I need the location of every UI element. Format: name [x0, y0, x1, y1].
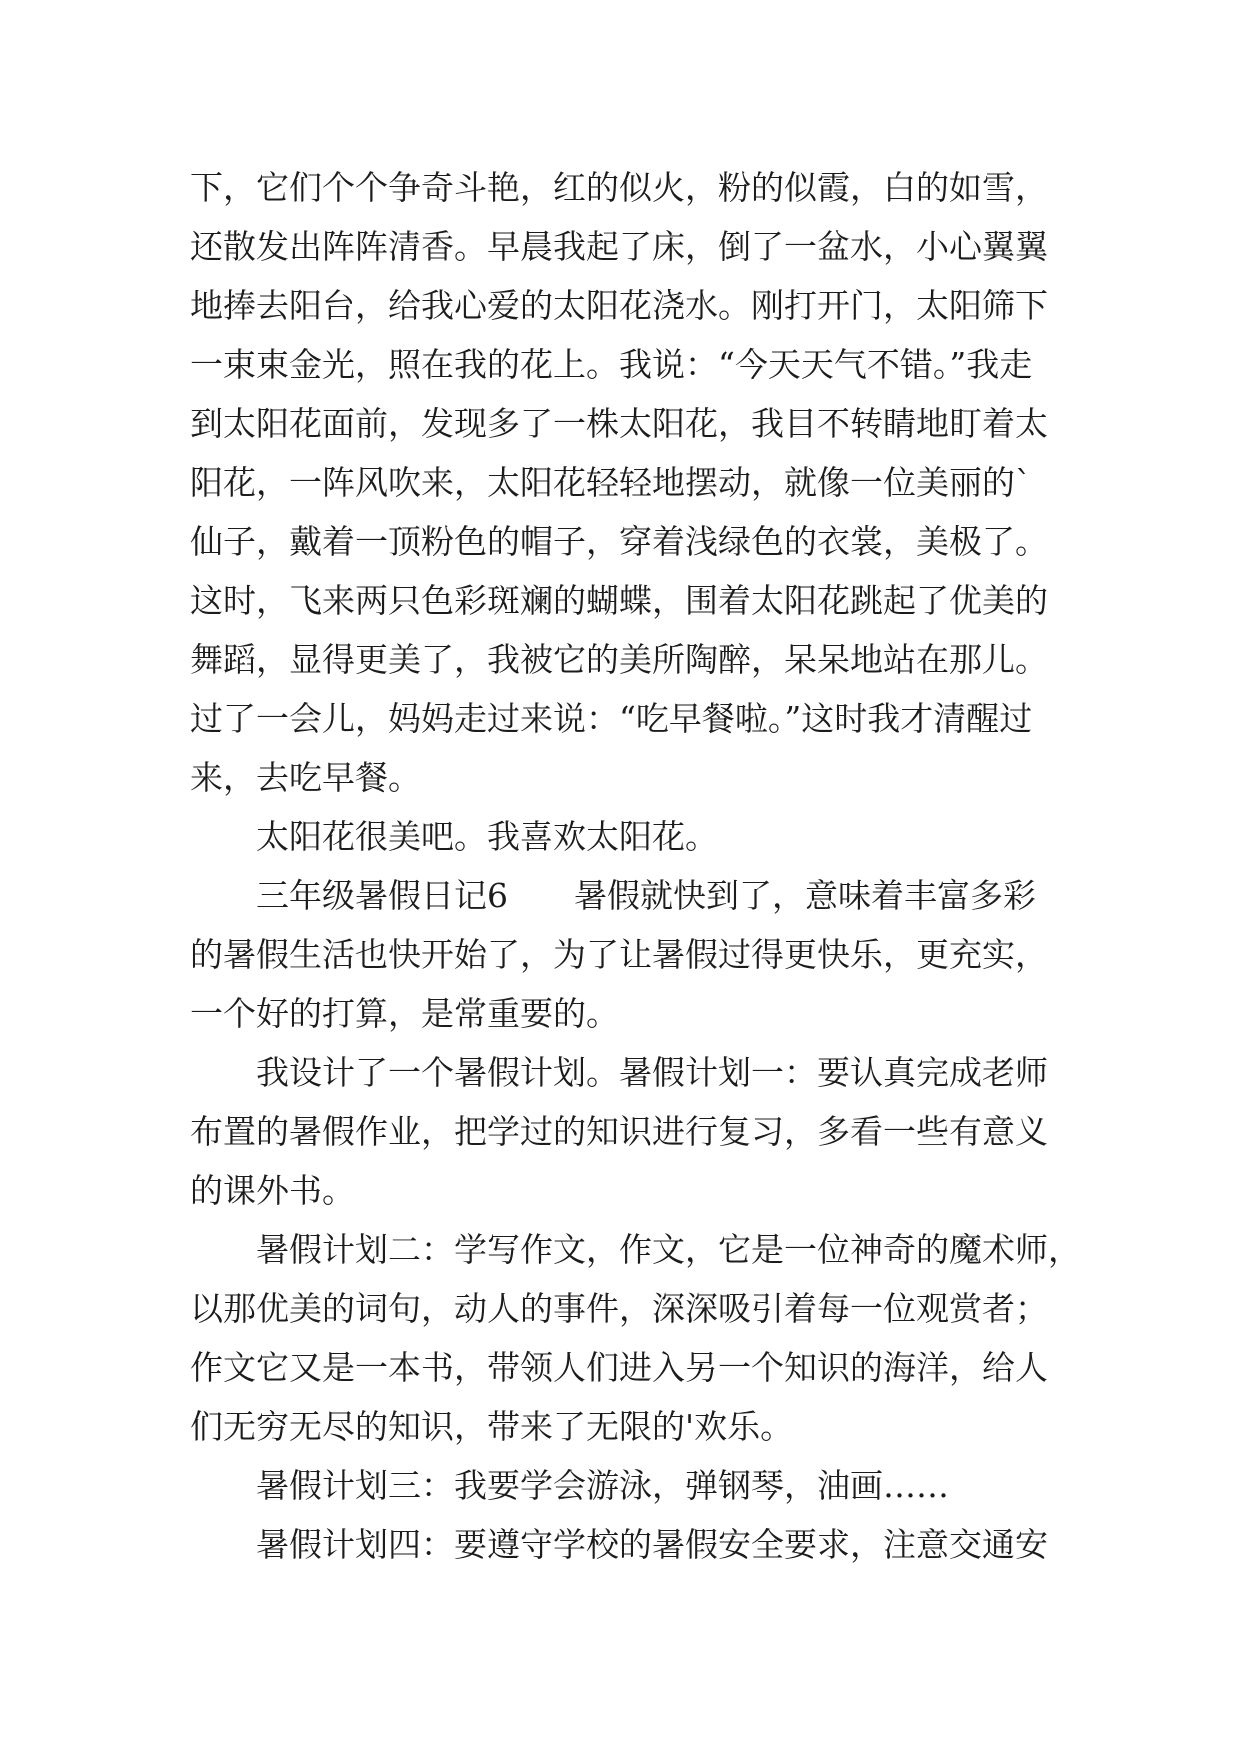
text-line: 阳花，一阵风吹来，太阳花轻轻地摆动，就像一位美丽的` [190, 463, 1032, 502]
text-line: 过了一会儿，妈妈走过来说：“吃早餐啦。”这时我才清醒过 [190, 699, 1033, 738]
text-line: 太阳花很美吧。我喜欢太阳花。 [256, 817, 718, 856]
text-line: 们无穷无尽的知识，带来了无限的'欢乐。 [190, 1407, 794, 1446]
text-line: 这时，飞来两只色彩斑斓的蝴蝶，围着太阳花跳起了优美的 [190, 581, 1048, 620]
text-line: 仙子，戴着一顶粉色的帽子，穿着浅绿色的衣裳，美极了。 [190, 522, 1048, 561]
text-line: 三年级暑假日记6 暑假就快到了，意味着丰富多彩 [256, 876, 1036, 915]
text-line: 的暑假生活也快开始了，为了让暑假过得更快乐，更充实， [190, 935, 1048, 974]
text-line: 暑假计划二：学写作文，作文，它是一位神奇的魔术师， [256, 1230, 1081, 1269]
text-line: 暑假计划三：我要学会游泳，弹钢琴，油画…… [256, 1466, 949, 1505]
text-line: 来，去吃早餐。 [190, 758, 421, 797]
document-body-text [190, 158, 1081, 1574]
text-line: 我设计了一个暑假计划。暑假计划一：要认真完成老师 [256, 1053, 1048, 1092]
text-line: 到太阳花面前，发现多了一株太阳花，我目不转睛地盯着太 [190, 404, 1048, 443]
text-line: 一束束金光，照在我的花上。我说：“今天天气不错。”我走 [190, 345, 1033, 384]
text-line: 下，它们个个争奇斗艳，红的似火，粉的似霞，白的如雪， [190, 168, 1048, 207]
text-line: 地捧去阳台，给我心爱的太阳花浇水。刚打开门，太阳筛下 [190, 286, 1048, 325]
text-line: 以那优美的词句，动人的事件，深深吸引着每一位观赏者； [190, 1289, 1048, 1328]
text-line: 还散发出阵阵清香。早晨我起了床，倒了一盆水，小心翼翼 [190, 227, 1048, 266]
text-line: 舞蹈，显得更美了，我被它的美所陶醉，呆呆地站在那儿。 [190, 640, 1048, 679]
text-line: 作文它又是一本书，带领人们进入另一个知识的海洋，给人 [190, 1348, 1048, 1387]
text-line: 布置的暑假作业，把学过的知识进行复习，多看一些有意义 [190, 1112, 1048, 1151]
text-line: 一个好的打算，是常重要的。 [190, 994, 619, 1033]
text-line: 暑假计划四：要遵守学校的暑假安全要求，注意交通安 [256, 1525, 1048, 1564]
text-line: 的课外书。 [190, 1171, 355, 1210]
